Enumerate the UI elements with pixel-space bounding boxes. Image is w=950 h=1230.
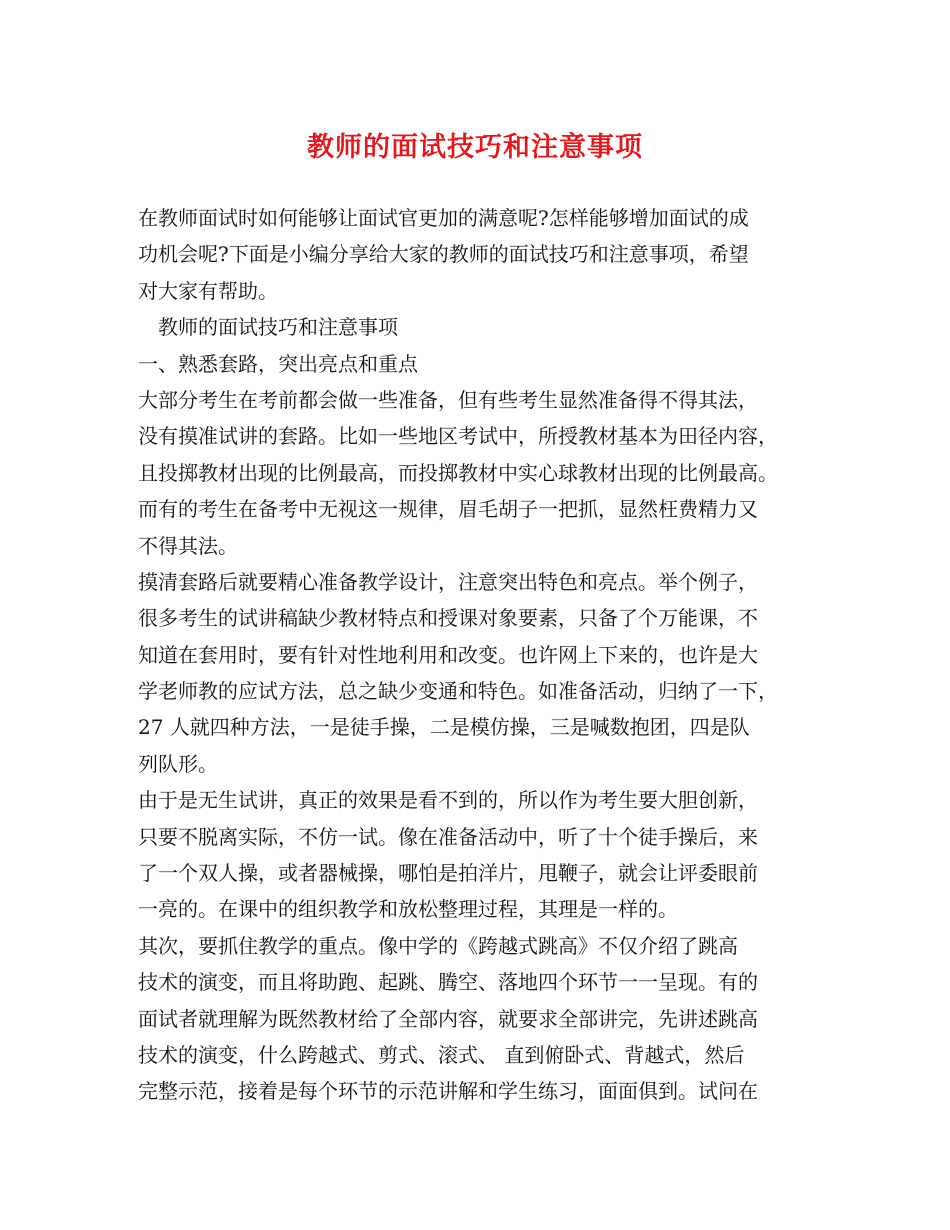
document-body [138,200,828,1110]
text-line: 面试者就理解为既然教材给了全部内容，就要求全部讲完，先讲述跳高 [138,1006,758,1031]
text-line: 只要不脱离实际，不仿一试。像在准备活动中，听了十个徒手操后，来 [138,824,758,849]
text-line: 知道在套用时，要有针对性地利用和改变。也许网上下来的，也许是大 [138,642,758,667]
text-line: 一亮的。在课中的组织教学和放松整理过程，其理是一样的。 [138,897,678,922]
text-line: 列队形。 [138,751,218,776]
text-line: 由于是无生试讲，真正的效果是看不到的，所以作为考生要大胆创新， [138,788,758,813]
text-line: 其次，要抓住教学的重点。像中学的《跨越式跳高》不仅介绍了跳高 [138,933,738,958]
document-title: 教师的面试技巧和注意事项 [307,132,643,163]
text-line: 对大家有帮助。 [138,278,278,303]
text-line: 在教师面试时如何能够让面试官更加的满意呢?怎样能够增加面试的成 [138,206,749,230]
text-line: 技术的演变，而且将助跑、起跳、腾空、落地四个环节一一呈现。有的 [138,970,758,995]
text-line: 摸清套路后就要精心准备教学设计，注意突出特色和亮点。举个例子， [138,569,758,594]
text-line: 而有的考生在备考中无视这一规律，眉毛胡子一把抓，显然枉费精力又 [138,497,758,522]
text-line: 27 人就四种方法，一是徒手操，二是模仿操，三是喊数抱团，四是队 [138,715,750,740]
text-line: 且投掷教材出现的比例最高，而投掷教材中实心球教材出现的比例最高。 [138,460,778,485]
text-line: 教师的面试技巧和注意事项 [138,315,398,340]
text-line: 功机会呢?下面是小编分享给大家的教师的面试技巧和注意事项，希望 [138,242,749,267]
text-line: 大部分考生在考前都会做一些准备，但有些考生显然准备得不得其法， [138,387,758,412]
text-line: 很多考生的试讲稿缺少教材特点和授课对象要素，只备了个万能课，不 [138,606,758,631]
text-line: 学老师教的应试方法，总之缺少变通和特色。如准备活动，归纳了一下， [138,679,778,704]
text-line: 了一个双人操，或者器械操，哪怕是拍洋片，甩鞭子，就会让评委眼前 [138,861,758,886]
text-line: 完整示范，接着是每个环节的示范讲解和学生练习，面面俱到。试问在 [138,1079,758,1104]
text-line: 不得其法。 [138,533,238,558]
text-line: 技术的演变，什么跨越式、剪式、滚式、 直到俯卧式、背越式，然后 [138,1042,745,1067]
text-line: 没有摸准试讲的套路。比如一些地区考试中，所授教材基本为田径内容， [138,424,778,449]
text-line: 一、熟悉套路，突出亮点和重点 [138,351,418,376]
